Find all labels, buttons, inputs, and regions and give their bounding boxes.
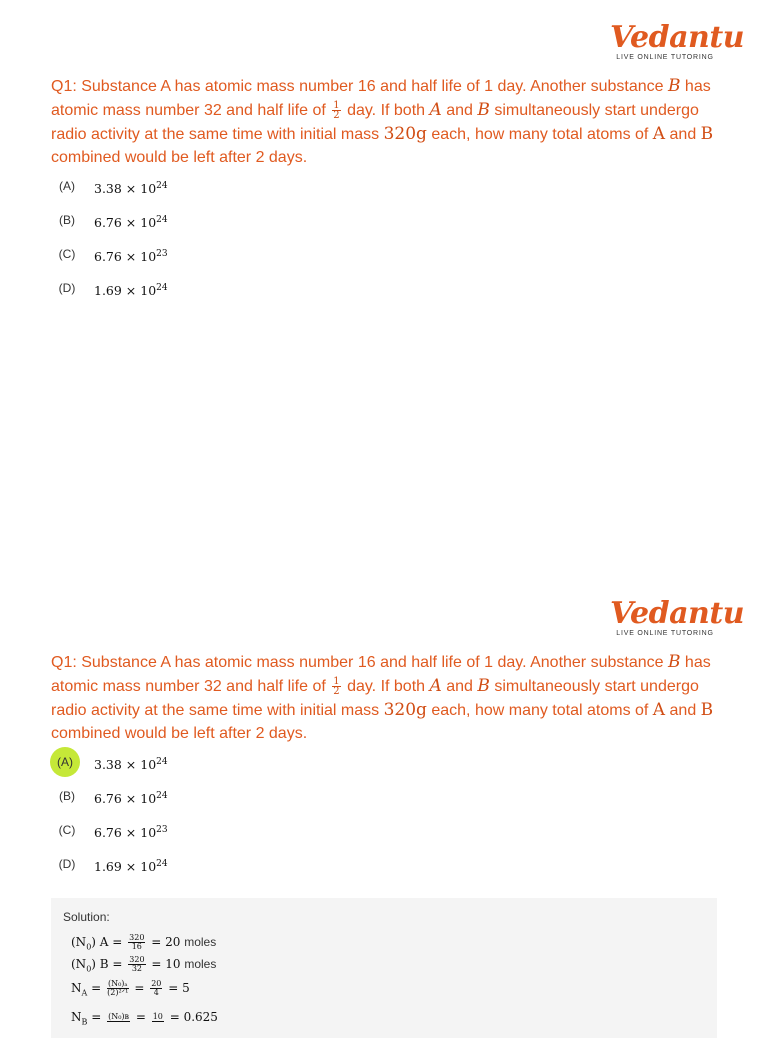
sol-sub: B — [81, 1017, 88, 1027]
question-part: simultaneously start undergo radio activity at the same time with initial mass — [51, 101, 699, 143]
fraction — [332, 101, 340, 120]
logo-word: Vedantu — [610, 596, 745, 631]
math-symbol: B — [667, 76, 681, 96]
option-exponent: 24 — [156, 283, 168, 293]
question-part: has atomic mass number 32 and half life of — [51, 654, 711, 695]
question-part: combined would be left after 2 days. — [51, 725, 308, 743]
logo-tagline: LIVE ONLINE TUTORING — [616, 630, 714, 637]
sol-term: = 0.625 — [165, 1010, 218, 1024]
question-part: Q1: Substance A has atomic mass number 16 and half life of 1 day. Another substance — [51, 654, 668, 671]
question-text — [51, 75, 717, 170]
sol-sub: A — [81, 988, 88, 998]
option-mantissa: 6.76 × 10 — [94, 791, 157, 807]
sol-den: (2)²ᐟ¹ — [107, 988, 129, 997]
fraction-numerator: 1 — [333, 676, 340, 688]
option-label: (D) — [58, 857, 76, 871]
question-part: combined would be left after 2 days. — [51, 149, 308, 167]
sol-fraction — [107, 1013, 130, 1022]
sol-term: = 10 — [147, 957, 185, 971]
option-mantissa: 6.76 × 10 — [94, 249, 157, 265]
option-exponent: 24 — [156, 181, 168, 191]
option-exponent: 24 — [156, 859, 168, 869]
question-part: and — [441, 101, 478, 119]
question-part: has atomic mass number 32 and half life of — [51, 78, 711, 119]
option-exponent: 24 — [156, 791, 168, 801]
option-label: (A) — [59, 179, 75, 193]
math-symbol: A — [429, 99, 442, 120]
question-part: day. If both — [342, 677, 430, 695]
logo-word: Vedantu — [610, 20, 745, 55]
sol-den: 16 — [131, 942, 142, 951]
option-mantissa: 3.38 × 10 — [94, 181, 157, 197]
option-mantissa: 3.38 × 10 — [94, 757, 157, 773]
sol-term: = 20 — [147, 935, 185, 949]
vedantu-logo — [610, 596, 745, 637]
math-symbol: B — [477, 99, 490, 120]
math-symbol: A — [652, 123, 666, 144]
sol-fraction — [128, 956, 145, 973]
option-value — [94, 749, 168, 778]
option-value — [94, 241, 168, 270]
option-value — [94, 817, 168, 846]
sol-sub: 0 — [86, 964, 92, 974]
math-symbol: B — [700, 699, 714, 720]
math-symbol: B — [667, 652, 681, 672]
sol-term: ) B = — [91, 957, 127, 971]
solution-line-3 — [71, 980, 190, 997]
sol-term: N — [71, 981, 82, 995]
fraction — [332, 677, 340, 696]
question-part: each, how many total atoms of — [426, 701, 653, 719]
option-label: (B) — [59, 213, 75, 227]
sol-den: 32 — [131, 964, 143, 973]
option-exponent: 24 — [156, 215, 168, 225]
vedantu-logo — [610, 20, 745, 61]
sol-num: 320 — [129, 933, 145, 942]
option-exponent: 23 — [156, 249, 168, 259]
option-mantissa: 6.76 × 10 — [94, 825, 157, 841]
question-text — [51, 651, 717, 746]
sol-term: N — [71, 1010, 82, 1024]
question-part: and — [665, 125, 701, 143]
sol-term: (N — [71, 957, 87, 971]
option-label: (C) — [58, 247, 76, 261]
question-part: simultaneously start undergo radio activity at the same time with initial mass — [51, 677, 699, 719]
question-part: and — [665, 701, 701, 719]
sol-term: = — [87, 1010, 106, 1024]
option-label: (D) — [58, 281, 76, 295]
option-label: (B) — [59, 789, 75, 803]
sol-fraction — [150, 980, 162, 997]
sol-term: ) A = — [91, 935, 127, 949]
option-label: (C) — [58, 823, 76, 837]
sol-num: 20 — [151, 979, 162, 988]
option-value — [94, 173, 168, 202]
option-exponent: 23 — [156, 825, 168, 835]
option-label-highlighted: (A) — [50, 747, 80, 777]
option-value — [94, 783, 168, 812]
question-part: and — [441, 677, 478, 695]
sol-term: = — [130, 981, 149, 995]
sol-sub: 0 — [86, 942, 92, 952]
sol-term: (N — [71, 935, 87, 949]
option-value — [94, 851, 168, 880]
sol-fraction — [128, 934, 145, 951]
option-mantissa: 6.76 × 10 — [94, 215, 157, 231]
sol-unit: moles — [184, 935, 217, 949]
sol-term: = — [132, 1010, 150, 1024]
sol-fraction — [107, 980, 129, 997]
math-symbol: A — [429, 675, 442, 696]
solution-panel — [51, 898, 717, 1038]
option-value — [94, 275, 168, 304]
sol-term: = 5 — [164, 981, 190, 995]
sol-num: (N₀)ʙ — [108, 1012, 130, 1021]
math-mass: 320g — [383, 699, 427, 720]
option-mantissa: 1.69 × 10 — [94, 283, 157, 299]
math-symbol: A — [652, 699, 666, 720]
sol-term: = — [87, 981, 105, 995]
option-exponent: 24 — [156, 757, 168, 767]
question-part: each, how many total atoms of — [426, 125, 653, 143]
math-symbol: B — [477, 675, 490, 696]
question-part: day. If both — [342, 101, 430, 119]
fraction-denominator: 2 — [333, 686, 340, 698]
sol-num: 320 — [129, 955, 145, 964]
sol-num: (N₀)ₐ — [107, 979, 128, 988]
logo-tagline: LIVE ONLINE TUTORING — [616, 54, 714, 61]
option-mantissa: 1.69 × 10 — [94, 859, 157, 875]
solution-line-2 — [71, 956, 216, 973]
solution-line-1 — [71, 934, 216, 951]
question-part: Q1: Substance A has atomic mass number 16 and half life of 1 day. Another substance — [51, 78, 668, 95]
fraction-numerator: 1 — [333, 100, 340, 112]
math-mass: 320g — [383, 123, 427, 144]
sol-unit: moles — [184, 957, 217, 971]
fraction-denominator: 2 — [333, 110, 340, 122]
solution-title: Solution: — [63, 910, 110, 924]
math-symbol: B — [700, 123, 714, 144]
sol-fraction — [152, 1013, 164, 1022]
option-value — [94, 207, 168, 236]
sol-num: 10 — [152, 1012, 163, 1021]
sol-den: 4 — [153, 988, 159, 997]
